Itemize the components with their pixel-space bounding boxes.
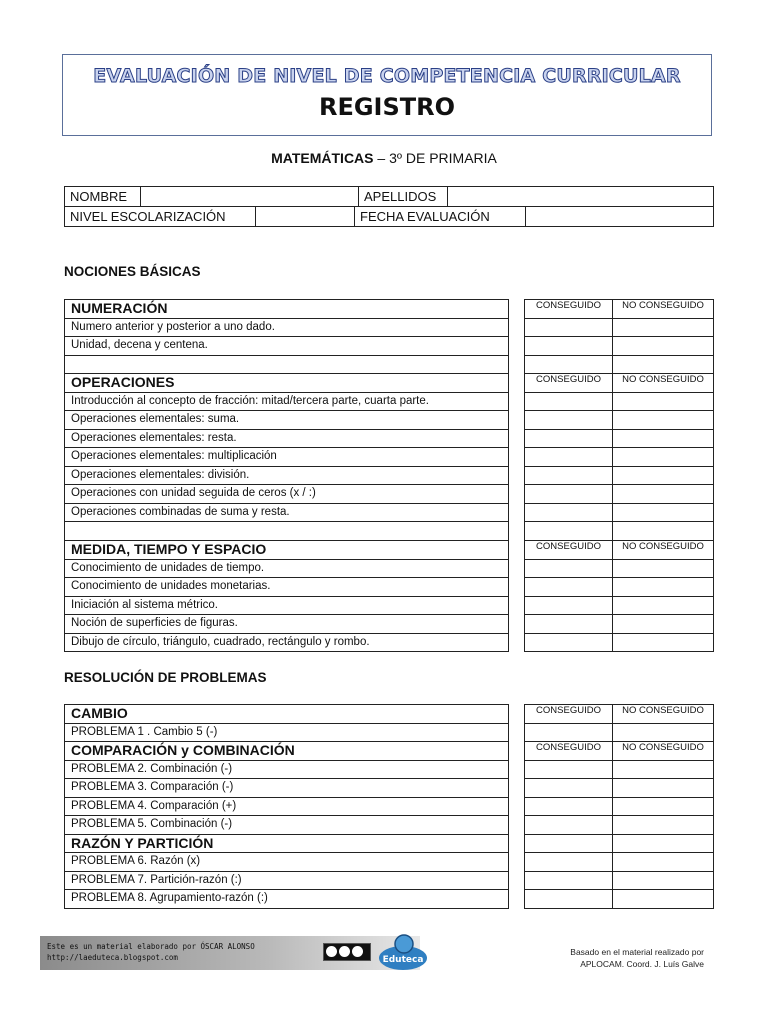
mark-cell[interactable] [525, 318, 613, 337]
mark-cell[interactable] [525, 615, 613, 634]
list-item: Operaciones elementales: suma. [65, 411, 509, 430]
no-conseguido-header: NO CONSEGUIDO [613, 742, 714, 761]
fecha-label: FECHA EVALUACIÓN [355, 207, 526, 227]
credit-line-2: APLOCAM. Coord. J. Luís Galve [580, 959, 704, 969]
mark-cell[interactable] [525, 392, 613, 411]
credit-note [570, 946, 704, 970]
mark-cell[interactable] [613, 596, 714, 615]
mark-cell[interactable] [525, 853, 613, 872]
section-resolucion: RESOLUCIÓN DE PROBLEMAS [64, 670, 267, 685]
mark-cell[interactable] [613, 853, 714, 872]
mark-cell[interactable] [525, 596, 613, 615]
mark-cell[interactable] [525, 522, 613, 541]
mark-cell[interactable] [613, 522, 714, 541]
mark-cell[interactable] [613, 890, 714, 909]
comparacion-title: COMPARACIÓN y COMBINACIÓN [65, 742, 509, 761]
numeracion-title: NUMERACIÓN [65, 300, 509, 319]
eduteca-logo [378, 932, 428, 972]
conseguido-header: CONSEGUIDO [525, 541, 613, 560]
mark-cell[interactable] [525, 411, 613, 430]
cambio-title: CAMBIO [65, 705, 509, 724]
student-data-table-2 [64, 206, 714, 227]
conseguido-header: CONSEGUIDO [525, 742, 613, 761]
svg-text:Eduteca: Eduteca [382, 955, 424, 965]
header-box [62, 54, 712, 136]
numeracion-marks [524, 299, 714, 374]
razon-title: RAZÓN Y PARTICIÓN [65, 834, 509, 853]
list-item: Conocimiento de unidades monetarias. [65, 578, 509, 597]
mark-cell[interactable] [525, 797, 613, 816]
list-item: PROBLEMA 5. Combinación (-) [65, 816, 509, 835]
mark-cell[interactable] [613, 337, 714, 356]
credit-line-1: Basado en el material realizado por [570, 947, 704, 957]
mark-cell[interactable] [613, 723, 714, 742]
mark-cell[interactable] [525, 723, 613, 742]
list-item: Iniciación al sistema métrico. [65, 596, 509, 615]
operaciones-title: OPERACIONES [65, 374, 509, 393]
list-item: Operaciones elementales: multiplicación [65, 448, 509, 467]
operaciones-table [64, 373, 509, 541]
subject-line [0, 150, 768, 166]
mark-cell[interactable] [613, 559, 714, 578]
no-conseguido-header: NO CONSEGUIDO [613, 705, 714, 724]
mark-cell[interactable] [613, 318, 714, 337]
list-item: PROBLEMA 8. Agrupamiento-razón (:) [65, 890, 509, 909]
student-data-table [64, 186, 714, 207]
mark-cell[interactable] [525, 503, 613, 522]
list-item: Operaciones con unidad seguida de ceros (x / :) [65, 485, 509, 504]
mark-cell[interactable] [525, 429, 613, 448]
list-item: Noción de superficies de figuras. [65, 615, 509, 634]
no-conseguido-header: NO CONSEGUIDO [613, 374, 714, 393]
no-conseguido-header: NO CONSEGUIDO [613, 541, 714, 560]
nivel-label: NIVEL ESCOLARIZACIÓN [65, 207, 256, 227]
mark-cell[interactable] [525, 834, 613, 853]
apellidos-field[interactable] [448, 187, 714, 207]
mark-cell[interactable] [525, 890, 613, 909]
subject-name: MATEMÁTICAS [271, 150, 374, 166]
list-item: PROBLEMA 2. Combinación (-) [65, 760, 509, 779]
list-item: PROBLEMA 1 . Cambio 5 (-) [65, 723, 509, 742]
mark-cell[interactable] [613, 485, 714, 504]
mark-cell[interactable] [613, 871, 714, 890]
list-item: Unidad, decena y centena. [65, 337, 509, 356]
conseguido-header: CONSEGUIDO [525, 300, 613, 319]
mark-cell[interactable] [613, 615, 714, 634]
mark-cell[interactable] [525, 466, 613, 485]
mark-cell[interactable] [525, 871, 613, 890]
numeracion-table [64, 299, 509, 374]
list-item: PROBLEMA 3. Comparación (-) [65, 779, 509, 798]
section-nociones: NOCIONES BÁSICAS [64, 264, 201, 279]
conseguido-header: CONSEGUIDO [525, 705, 613, 724]
document-title: EVALUACIÓN DE NIVEL DE COMPETENCIA CURRICULAR [93, 65, 681, 87]
mark-cell[interactable] [613, 429, 714, 448]
mark-cell[interactable] [613, 797, 714, 816]
medida-marks [524, 540, 714, 652]
mark-cell[interactable] [613, 448, 714, 467]
list-item: Introducción al concepto de fracción: mitad/tercera parte, cuarta parte. [65, 392, 509, 411]
apellidos-label: APELLIDOS [359, 187, 448, 207]
mark-cell[interactable] [613, 779, 714, 798]
mark-cell[interactable] [525, 578, 613, 597]
mark-cell[interactable] [525, 355, 613, 374]
mark-cell[interactable] [525, 816, 613, 835]
author-note: Este es un material elaborado por ÓSCAR ALONSO [47, 942, 255, 951]
list-item: Operaciones elementales: resta. [65, 429, 509, 448]
list-item: Operaciones combinadas de suma y resta. [65, 503, 509, 522]
mark-cell[interactable] [613, 834, 714, 853]
mark-cell[interactable] [525, 559, 613, 578]
nivel-field[interactable] [256, 207, 355, 227]
list-item [65, 522, 509, 541]
mark-cell[interactable] [525, 779, 613, 798]
subject-grade: – 3º DE PRIMARIA [373, 150, 497, 166]
mark-cell[interactable] [613, 466, 714, 485]
list-item [65, 355, 509, 374]
mark-cell[interactable] [613, 503, 714, 522]
mark-cell[interactable] [613, 578, 714, 597]
medida-table [64, 540, 509, 652]
fecha-field[interactable] [526, 207, 714, 227]
document-subtitle: REGISTRO [318, 93, 456, 121]
list-item: Dibujo de círculo, triángulo, cuadrado, rectángulo y rombo. [65, 633, 509, 652]
list-item: PROBLEMA 7. Partición-razón (:) [65, 871, 509, 890]
nombre-field[interactable] [141, 187, 359, 207]
list-item: Conocimiento de unidades de tiempo. [65, 559, 509, 578]
mark-cell[interactable] [525, 485, 613, 504]
mark-cell[interactable] [525, 448, 613, 467]
problemas-marks [524, 704, 714, 909]
mark-cell[interactable] [525, 633, 613, 652]
no-conseguido-header: NO CONSEGUIDO [613, 300, 714, 319]
mark-cell[interactable] [613, 633, 714, 652]
list-item: PROBLEMA 4. Comparación (+) [65, 797, 509, 816]
operaciones-marks [524, 373, 714, 541]
blog-link[interactable]: http://laeduteca.blogspot.com [47, 953, 178, 962]
list-item: Operaciones elementales: división. [65, 466, 509, 485]
mark-cell[interactable] [525, 337, 613, 356]
list-item: PROBLEMA 6. Razón (x) [65, 853, 509, 872]
conseguido-header: CONSEGUIDO [525, 374, 613, 393]
mark-cell[interactable] [613, 816, 714, 835]
list-item: Numero anterior y posterior a uno dado. [65, 318, 509, 337]
mark-cell[interactable] [613, 411, 714, 430]
medida-title: MEDIDA, TIEMPO Y ESPACIO [65, 541, 509, 560]
mark-cell[interactable] [613, 355, 714, 374]
problemas-table [64, 704, 509, 909]
mark-cell[interactable] [613, 760, 714, 779]
creative-commons-icon [323, 943, 371, 961]
mark-cell[interactable] [525, 760, 613, 779]
mark-cell[interactable] [613, 392, 714, 411]
nombre-label: NOMBRE [65, 187, 141, 207]
